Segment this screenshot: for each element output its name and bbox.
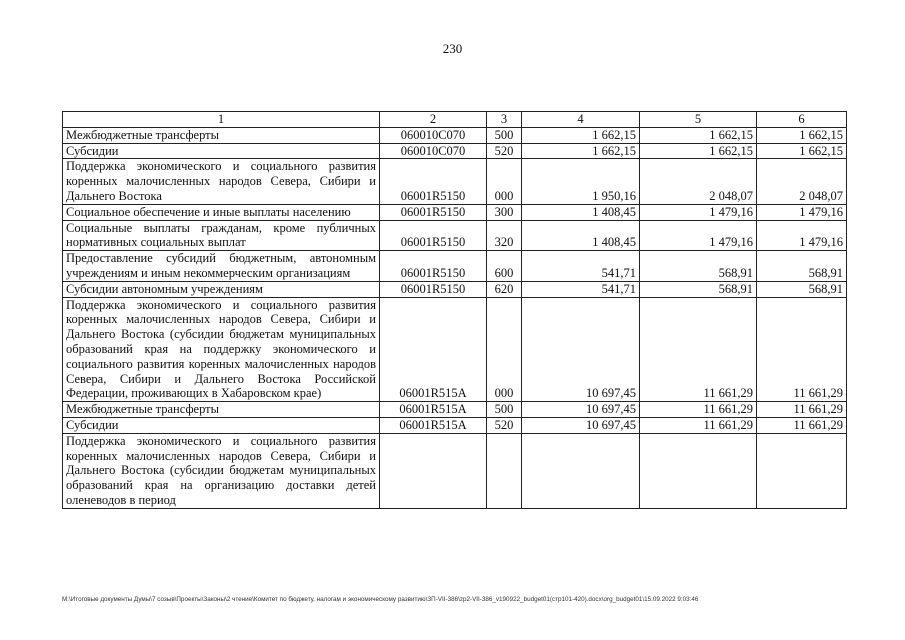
amount-year1-cell: 541,71 xyxy=(522,251,640,282)
row-name-cell: Субсидии xyxy=(63,143,380,159)
amount-year3-cell: 11 661,29 xyxy=(757,417,847,433)
amount-year2-cell: 11 661,29 xyxy=(640,402,757,418)
column-header: 2 xyxy=(380,112,487,128)
table-row xyxy=(63,417,847,433)
amount-year1-cell: 541,71 xyxy=(522,281,640,297)
budget-code-cell: 06001R5150 xyxy=(380,281,487,297)
row-name-cell: Субсидии автономным учреждениям xyxy=(63,281,380,297)
column-header: 3 xyxy=(487,112,522,128)
amount-year1-cell: 1 408,45 xyxy=(522,220,640,251)
table-row xyxy=(63,220,847,251)
footer-file-path: M:\Итоговые документы Думы\7 созыв\Проекты\Законы\2 чтение\Комитет по бюджету, налогам и экономическому развитию\ЗП-VII-386\zp2-VII-386_v190922_budget01(стр101-420).docx\org_budget01\15.09.2022 9:03:46 xyxy=(62,596,699,603)
amount-year3-cell: 11 661,29 xyxy=(757,297,847,402)
budget-code-cell: 06001R515A xyxy=(380,402,487,418)
row-name-cell: Социальное обеспечение и иные выплаты населению xyxy=(63,204,380,220)
row-name-cell: Социальные выплаты гражданам, кроме публичных нормативных социальных выплат xyxy=(63,220,380,251)
amount-year1-cell: 1 662,15 xyxy=(522,143,640,159)
table-row xyxy=(63,297,847,402)
amount-year3-cell: 568,91 xyxy=(757,251,847,282)
amount-year1-cell: 10 697,45 xyxy=(522,417,640,433)
budget-code-cell xyxy=(380,433,487,508)
amount-year3-cell: 2 048,07 xyxy=(757,159,847,204)
amount-year3-cell: 1 662,15 xyxy=(757,143,847,159)
amount-year2-cell: 568,91 xyxy=(640,251,757,282)
budget-code-cell: 06001R515A xyxy=(380,417,487,433)
expense-type-cell: 000 xyxy=(487,297,522,402)
budget-code-cell: 060010C070 xyxy=(380,143,487,159)
amount-year1-cell xyxy=(522,433,640,508)
amount-year3-cell: 568,91 xyxy=(757,281,847,297)
amount-year2-cell: 1 479,16 xyxy=(640,220,757,251)
amount-year3-cell: 1 662,15 xyxy=(757,127,847,143)
table-row xyxy=(63,433,847,508)
row-name-cell: Межбюджетные трансферты xyxy=(63,402,380,418)
amount-year2-cell: 1 662,15 xyxy=(640,127,757,143)
amount-year1-cell: 1 662,15 xyxy=(522,127,640,143)
page-number: 230 xyxy=(442,41,463,56)
budget-code-cell: 060010C070 xyxy=(380,127,487,143)
amount-year1-cell: 1 950,16 xyxy=(522,159,640,204)
budget-code-cell: 06001R5150 xyxy=(380,251,487,282)
amount-year1-cell: 10 697,45 xyxy=(522,402,640,418)
amount-year2-cell: 1 479,16 xyxy=(640,204,757,220)
amount-year1-cell: 10 697,45 xyxy=(522,297,640,402)
column-header: 4 xyxy=(522,112,640,128)
table-row xyxy=(63,204,847,220)
row-name-cell: Субсидии xyxy=(63,417,380,433)
table-row xyxy=(63,402,847,418)
expense-type-cell: 500 xyxy=(487,127,522,143)
expense-type-cell: 600 xyxy=(487,251,522,282)
table-header-row xyxy=(63,112,847,128)
amount-year3-cell: 1 479,16 xyxy=(757,220,847,251)
budget-code-cell: 06001R5150 xyxy=(380,204,487,220)
amount-year2-cell: 11 661,29 xyxy=(640,417,757,433)
row-name-cell: Поддержка экономического и социального развития коренных малочисленных народов Севера, Сибири и Дальнего Востока (субсидии бюджетам муниципальных образований края на поддержку экономического и социального развития коренных малочисленных народов Севера, Сибири и Дальнего Востока Российской Федерации, проживающих в Хабаровском крае) xyxy=(63,297,380,402)
amount-year2-cell: 11 661,29 xyxy=(640,297,757,402)
column-header: 6 xyxy=(757,112,847,128)
expense-type-cell: 000 xyxy=(487,159,522,204)
expense-type-cell: 520 xyxy=(487,417,522,433)
row-name-cell: Межбюджетные трансферты xyxy=(63,127,380,143)
expense-type-cell: 500 xyxy=(487,402,522,418)
amount-year2-cell: 2 048,07 xyxy=(640,159,757,204)
table-row xyxy=(63,281,847,297)
row-name-cell: Поддержка экономического и социального развития коренных малочисленных народов Севера, Сибири и Дальнего Востока xyxy=(63,159,380,204)
table-row xyxy=(63,143,847,159)
table-row xyxy=(63,251,847,282)
expense-type-cell: 520 xyxy=(487,143,522,159)
row-name-cell: Предоставление субсидий бюджетным, автономным учреждениям и иным некоммерческим организациям xyxy=(63,251,380,282)
column-header: 5 xyxy=(640,112,757,128)
amount-year3-cell xyxy=(757,433,847,508)
amount-year2-cell: 568,91 xyxy=(640,281,757,297)
expense-type-cell: 620 xyxy=(487,281,522,297)
amount-year2-cell: 1 662,15 xyxy=(640,143,757,159)
row-name-cell: Поддержка экономического и социального развития коренных малочисленных народов Севера, Сибири и Дальнего Востока (субсидии бюджетам муниципальных образований края на организацию доставки детей оленеводов в период xyxy=(63,433,380,508)
expense-type-cell xyxy=(487,433,522,508)
amount-year3-cell: 11 661,29 xyxy=(757,402,847,418)
amount-year2-cell xyxy=(640,433,757,508)
budget-code-cell: 06001R5150 xyxy=(380,220,487,251)
budget-code-cell: 06001R5150 xyxy=(380,159,487,204)
column-header: 1 xyxy=(63,112,380,128)
amount-year3-cell: 1 479,16 xyxy=(757,204,847,220)
budget-table xyxy=(62,111,847,509)
table-row xyxy=(63,159,847,204)
expense-type-cell: 320 xyxy=(487,220,522,251)
amount-year1-cell: 1 408,45 xyxy=(522,204,640,220)
expense-type-cell: 300 xyxy=(487,204,522,220)
budget-code-cell: 06001R515A xyxy=(380,297,487,402)
table-row xyxy=(63,127,847,143)
